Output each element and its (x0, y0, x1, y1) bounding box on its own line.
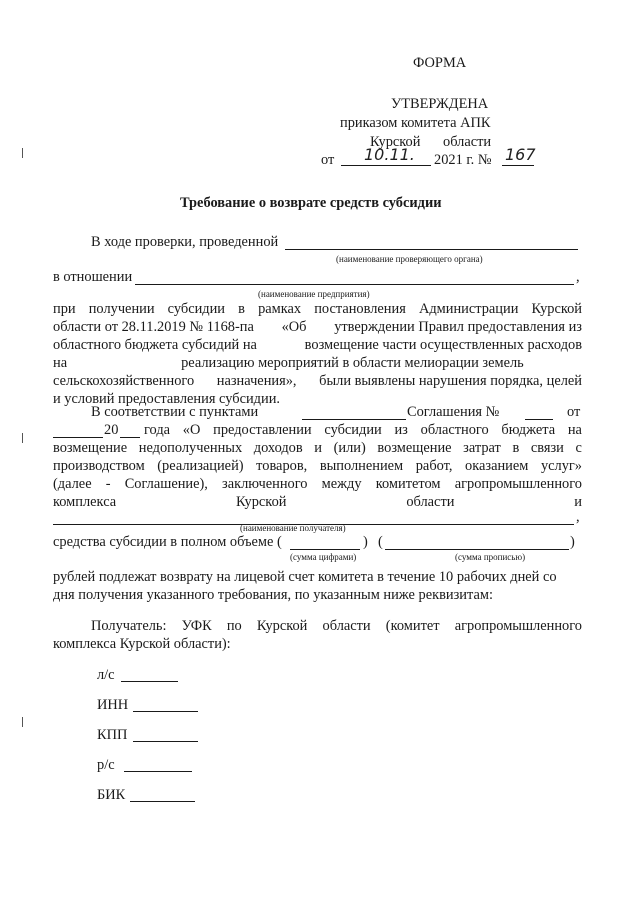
words-close-paren: ) (570, 534, 575, 550)
scan-mark (22, 433, 23, 443)
requisite-bik-field[interactable] (130, 787, 195, 802)
agreement-number-field[interactable] (525, 405, 553, 420)
caption-enterprise: (наименование предприятия) (258, 289, 370, 299)
p2-line-3: возмещение недополученных доходов и (или) возмещение затрат в связи с (53, 440, 582, 456)
recipient-comma: , (576, 509, 580, 525)
p2-line-6: комплекса Курской области и (53, 494, 582, 510)
scan-mark (22, 717, 23, 727)
approved-label: УТВЕРЖДЕНА (391, 96, 489, 112)
p1-line-2: области от 28.11.2019 № 1168-па «Об утверждении Правил предоставления из (53, 319, 582, 335)
region-word: Курской (370, 134, 421, 150)
amount-digits-field[interactable] (290, 535, 360, 550)
p2-intro: В соответствии с пунктами (91, 404, 259, 420)
caption-recipient: (наименование получателя) (240, 523, 346, 533)
form-label: ФОРМА (413, 55, 467, 71)
p2-line-2: года «О предоставлении субсидии из областного бюджета на (144, 422, 582, 438)
caption-amount-digits: (сумма цифрами) (290, 552, 357, 562)
scan-mark (22, 148, 23, 158)
caption-amount-words: (сумма прописью) (455, 552, 526, 562)
requisite-kpp-label: КПП (97, 727, 128, 743)
p1-line-6: и условий предоставления субсидии. (53, 391, 280, 407)
from-word: от (567, 404, 581, 420)
agreement-number-label: Соглашения № (407, 404, 500, 420)
p1-line-4: на реализацию мероприятий в области мелиорации земель (53, 355, 524, 371)
order-line: приказом комитета АПК (340, 115, 491, 131)
requisite-kpp-field[interactable] (133, 727, 198, 742)
inspection-intro: В ходе проверки, проведенной (91, 234, 279, 250)
funds-label: средства субсидии в полном объеме ( (53, 534, 282, 550)
enterprise-field[interactable] (135, 270, 574, 285)
agreement-year-field[interactable] (120, 423, 140, 438)
p2-line-4: производством (реализацией) товаров, выполнением работ, оказанием услуг» (53, 458, 582, 474)
twenty-prefix: 20 (104, 422, 119, 438)
p2-line-5: (далее - Соглашение), заключенного между комитетом агропромышленного (53, 476, 582, 492)
words-open-paren: ( (378, 534, 383, 550)
requisite-inn-label: ИНН (97, 697, 129, 713)
enterprise-comma: , (576, 269, 580, 285)
refund-line-1: рублей подлежат возврату на лицевой счет комитета в течение 10 рабочих дней со (53, 569, 557, 585)
p1-line-1: при получении субсидии в рамках постановления Администрации Курской (53, 301, 582, 317)
requisite-inn-field[interactable] (133, 697, 198, 712)
p1-line-3: областного бюджета субсидий на возмещение части осуществленных расходов (53, 337, 582, 353)
oblast-word: области (443, 134, 492, 150)
refund-line-2: дня получения указанного требования, по указанным ниже реквизитам: (53, 587, 493, 603)
requisite-rs-field[interactable] (124, 757, 192, 772)
clauses-field[interactable] (302, 405, 406, 420)
inspecting-body-field[interactable] (285, 235, 578, 250)
requisite-ls-label: л/с (97, 667, 115, 683)
requisite-rs-label: р/с (97, 757, 115, 773)
document-title: Требование о возврате средств субсидии (180, 195, 442, 211)
handwritten-date: 10.11. (364, 145, 415, 164)
requisite-ls-field[interactable] (121, 667, 178, 682)
regarding-label: в отношении (53, 269, 133, 285)
recipient-line-2: комплекса Курской области): (53, 636, 231, 652)
caption-inspecting-body: (наименование проверяющего органа) (336, 254, 483, 264)
from-label: от (321, 152, 335, 168)
requisite-bik-label: БИК (97, 787, 126, 803)
handwritten-number: 167 (505, 145, 536, 164)
digits-close-paren: ) (363, 534, 368, 550)
recipient-line-1: Получатель: УФК по Курской области (комитет агропромышленного (91, 618, 582, 634)
year-number-label: 2021 г. № (434, 152, 492, 168)
p1-line-5: сельскохозяйственного назначения», были выявлены нарушения порядка, целей (53, 373, 582, 389)
agreement-date-field[interactable] (53, 423, 103, 438)
amount-words-field[interactable] (385, 535, 569, 550)
